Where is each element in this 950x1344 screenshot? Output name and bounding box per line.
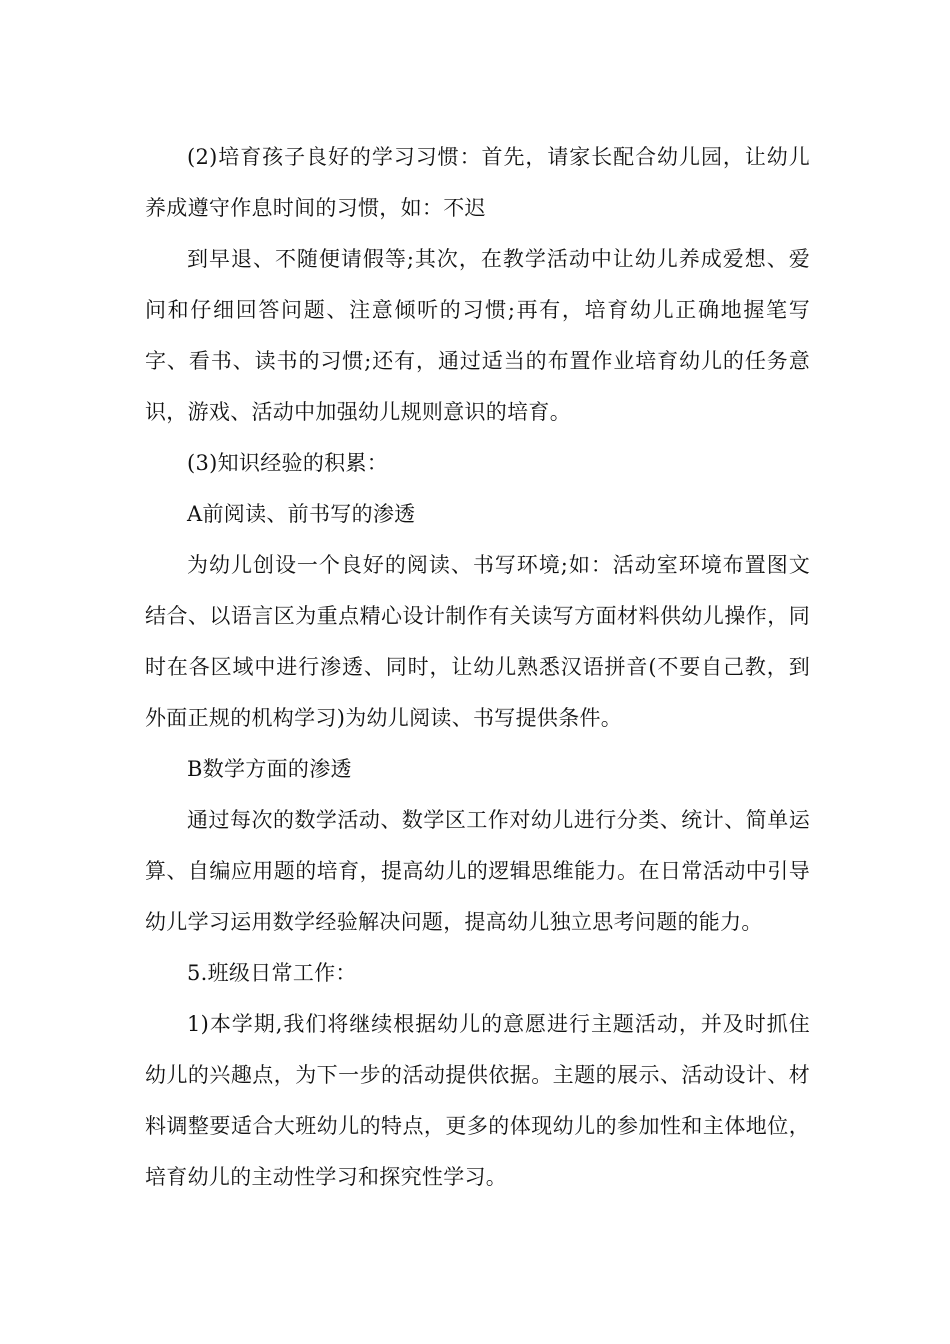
paragraph-study-habits-intro: (2)培育孩子良好的学习习惯：首先，请家长配合幼儿园，让幼儿养成遵守作息时间的习惯，如：不迟	[145, 145, 810, 220]
paragraph-knowledge-heading: (3)知识经验的积累：	[187, 451, 389, 475]
paragraph-study-habits-detail: 到早退、不随便请假等;其次，在教学活动中让幼儿养成爱想、爱问和仔细回答问题、注意倾听的习惯;再有，培育幼儿正确地握笔写字、看书、读书的习惯;还有，通过适当的布置作业培育幼儿的任务意识，游戏、活动中加强幼儿规则意识的培育。	[145, 247, 810, 424]
paragraph-reading-writing-heading: A前阅读、前书写的渗透	[187, 502, 416, 526]
paragraph-math-detail: 通过每次的数学活动、数学区工作对幼儿进行分类、统计、简单运算、自编应用题的培育，提高幼儿的逻辑思维能力。在日常活动中引导幼儿学习运用数学经验解决问题，提高幼儿独立思考问题的能力。	[145, 808, 810, 934]
paragraph-daily-work-detail: 1)本学期,我们将继续根据幼儿的意愿进行主题活动，并及时抓住幼儿的兴趣点，为下一步的活动提供依据。主题的展示、活动设计、材料调整要适合大班幼儿的特点，更多的体现幼儿的参加性和主体地位，培育幼儿的主动性学习和探究性学习。	[145, 1012, 810, 1189]
paragraph-reading-writing-detail: 为幼儿创设一个良好的阅读、书写环境;如：活动室环境布置图文结合、以语言区为重点精心设计制作有关读写方面材料供幼儿操作，同时在各区域中进行渗透、同时，让幼儿熟悉汉语拼音(不要自己教，到外面正规的机构学习)为幼儿阅读、书写提供条件。	[145, 553, 810, 730]
paragraph-daily-work-heading: 5.班级日常工作：	[187, 961, 357, 985]
paragraph-math-heading: B数学方面的渗透	[187, 757, 352, 781]
document-body	[145, 132, 810, 1203]
